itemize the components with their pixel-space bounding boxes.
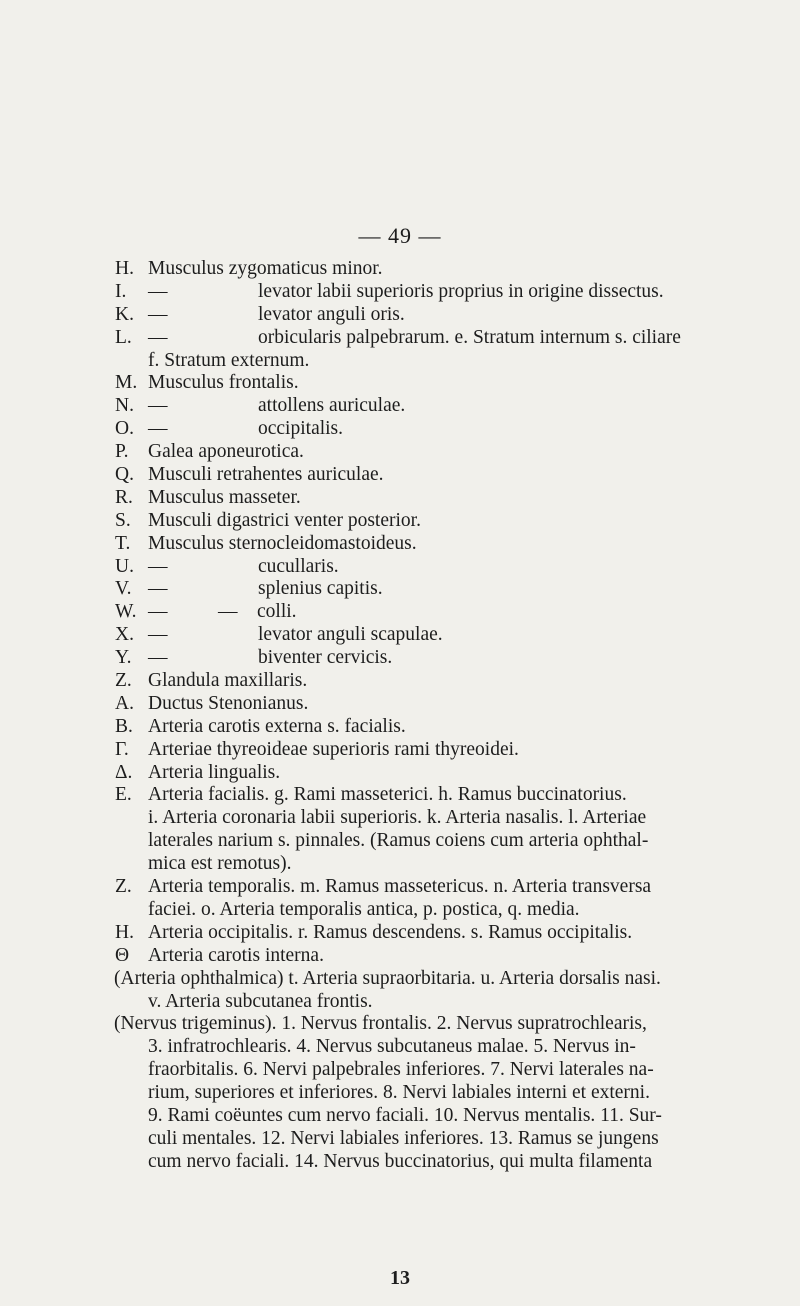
entry-continuation — [0, 350, 800, 373]
continuation-text: i. Arteria coronaria labii superioris. k. Arteria nasalis. l. Arteriae — [148, 807, 647, 829]
paragraph-line — [0, 1059, 800, 1082]
entry-label: Θ — [115, 944, 130, 966]
legend-entry — [0, 441, 800, 464]
legend-entry — [0, 578, 800, 601]
paragraph-line — [0, 1036, 800, 1059]
legend-entry — [0, 922, 800, 945]
paragraph-line — [0, 1013, 800, 1036]
paragraph-line — [0, 1082, 800, 1105]
legend-entry — [0, 258, 800, 281]
entry-label: X. — [115, 624, 134, 646]
legend-entry — [0, 624, 800, 647]
continuation-text: f. Stratum externum. — [148, 349, 310, 371]
entry-label: R. — [115, 486, 133, 508]
entry-dash: — — [148, 555, 168, 577]
legend-entry — [0, 876, 800, 899]
legend-entry — [0, 647, 800, 670]
paragraph-text: rium, superiores et inferiores. 8. Nervi labiales interni et externi. — [148, 1082, 650, 1104]
paragraph-line — [0, 1151, 800, 1174]
legend-entry — [0, 418, 800, 441]
paragraph-text: (Arteria ophthalmica) t. Arteria supraorbitaria. u. Arteria dorsalis nasi. — [114, 967, 661, 989]
legend-entry — [0, 556, 800, 579]
entry-label: T. — [115, 532, 131, 554]
entry-text: cucullaris. — [258, 555, 339, 577]
entry-label: E. — [115, 784, 132, 806]
legend-entry — [0, 281, 800, 304]
legend-entry — [0, 762, 800, 785]
legend-entry — [0, 670, 800, 693]
entry-continuation — [0, 899, 800, 922]
legend-entry — [0, 510, 800, 533]
entry-label: Z. — [115, 670, 132, 692]
entry-label: I. — [115, 280, 127, 302]
page-number: — 49 — — [358, 223, 442, 248]
entry-text: splenius capitis. — [258, 578, 383, 600]
continuation-text: laterales narium s. pinnales. (Ramus coiens cum arteria ophthal- — [148, 830, 649, 852]
legend-entry — [0, 372, 800, 395]
entry-dash: — — [148, 624, 168, 646]
entry-text: Arteria carotis interna. — [148, 944, 324, 966]
entry-label: N. — [115, 395, 134, 417]
paragraph-text: 9. Rami coëuntes cum nervo faciali. 10. Nervus mentalis. 11. Sur- — [148, 1104, 662, 1126]
paragraph-line — [0, 1128, 800, 1151]
legend-entry — [0, 304, 800, 327]
legend-entry — [0, 487, 800, 510]
continuation-text: mica est remotus). — [148, 853, 292, 875]
paragraph-text: culi mentales. 12. Nervi labiales inferiores. 13. Ramus se jungens — [148, 1127, 659, 1149]
legend-entry — [0, 945, 800, 968]
entry-label: H. — [115, 921, 134, 943]
entry-dash: — — [148, 601, 168, 623]
entry-label: S. — [115, 509, 131, 531]
entry-text: Arteria carotis externa s. facialis. — [148, 715, 406, 737]
entry-label: Δ. — [115, 761, 133, 783]
continuation-text: faciei. o. Arteria temporalis antica, p. postica, q. media. — [148, 898, 580, 920]
legend-entry — [0, 784, 800, 807]
entry-text: attollens auriculae. — [258, 395, 406, 417]
entry-label: U. — [115, 555, 134, 577]
paragraph-text: (Nervus trigeminus). 1. Nervus frontalis. 2. Nervus supratrochlearis, — [114, 1013, 647, 1035]
legend-entry — [0, 693, 800, 716]
entry-label: V. — [115, 578, 132, 600]
page-body — [0, 258, 800, 1174]
legend-entry — [0, 739, 800, 762]
legend-entry — [0, 395, 800, 418]
legend-entry — [0, 601, 800, 624]
entry-text: Musculus frontalis. — [148, 372, 299, 394]
paragraph-line — [0, 1105, 800, 1128]
signature-mark: 13 — [390, 1267, 410, 1289]
entry-dash: — — [148, 303, 168, 325]
entry-text: Arteriae thyreoideae superioris rami thyreoidei. — [148, 738, 519, 760]
entry-text: orbicularis palpebrarum. e. Stratum internum s. ciliare — [258, 326, 681, 348]
entry-text: Glandula maxillaris. — [148, 670, 308, 692]
legend-entry — [0, 327, 800, 350]
entry-dash: — — [148, 418, 168, 440]
entry-text: Ductus Stenonianus. — [148, 692, 309, 714]
paragraph-text: 3. infratrochlearis. 4. Nervus subcutaneus malae. 5. Nervus in- — [148, 1036, 636, 1058]
entry-dash: — — [148, 578, 168, 600]
entry-label: Γ. — [115, 738, 129, 760]
entry-text: Musculus masseter. — [148, 486, 301, 508]
entry-text: levator labii superioris proprius in origine dissectus. — [258, 280, 664, 302]
entry-label: Q. — [115, 464, 134, 486]
entry-continuation — [0, 853, 800, 876]
paragraph-line — [0, 991, 800, 1014]
entry-text: Arteria lingualis. — [148, 761, 281, 783]
legend-entry — [0, 716, 800, 739]
entry-text: colli. — [257, 601, 297, 623]
entry-label: K. — [115, 303, 134, 325]
entry-text: Galea aponeurotica. — [148, 441, 304, 463]
entry-text: Arteria facialis. g. Rami masseterici. h. Ramus buccinatorius. — [148, 784, 627, 806]
entry-label: M. — [115, 372, 138, 394]
entry-text: Arteria temporalis. m. Ramus massetericus. n. Arteria transversa — [148, 876, 652, 898]
entry-text: biventer cervicis. — [258, 647, 393, 669]
entry-label: H. — [115, 258, 134, 279]
entry-label: A. — [115, 692, 134, 714]
entry-label: Y. — [115, 647, 132, 669]
entry-label: B. — [115, 715, 133, 737]
entry-continuation — [0, 807, 800, 830]
legend-entry — [0, 533, 800, 556]
entry-dash-2: — — [218, 601, 238, 623]
entry-label: W. — [115, 601, 137, 623]
entry-label: P. — [115, 441, 129, 463]
entry-text: Musculi digastrici venter posterior. — [148, 509, 421, 531]
entry-text: Musculus zygomaticus minor. — [148, 258, 383, 279]
paragraph-text: fraorbitalis. 6. Nervi palpebrales inferiores. 7. Nervi laterales na- — [148, 1059, 654, 1081]
entry-dash: — — [148, 647, 168, 669]
entry-text: Musculi retrahentes auriculae. — [148, 464, 384, 486]
entry-text: levator anguli oris. — [258, 303, 405, 325]
entry-text: Musculus sternocleidomastoideus. — [148, 532, 417, 554]
entry-dash: — — [148, 326, 168, 348]
paragraph-line — [0, 968, 800, 991]
entry-label: O. — [115, 418, 134, 440]
entry-text: levator anguli scapulae. — [258, 624, 443, 646]
entry-label: L. — [115, 326, 132, 348]
entry-dash: — — [148, 395, 168, 417]
entry-dash: — — [148, 280, 168, 302]
entry-text: occipitalis. — [258, 418, 344, 440]
entry-text: Arteria occipitalis. r. Ramus descendens. s. Ramus occipitalis. — [148, 921, 633, 943]
paragraph-text: cum nervo faciali. 14. Nervus buccinatorius, qui multa filamenta — [148, 1150, 653, 1172]
entry-continuation — [0, 830, 800, 853]
paragraph-text: v. Arteria subcutanea frontis. — [148, 990, 373, 1012]
entry-label: Z. — [115, 876, 132, 898]
legend-entry — [0, 464, 800, 487]
